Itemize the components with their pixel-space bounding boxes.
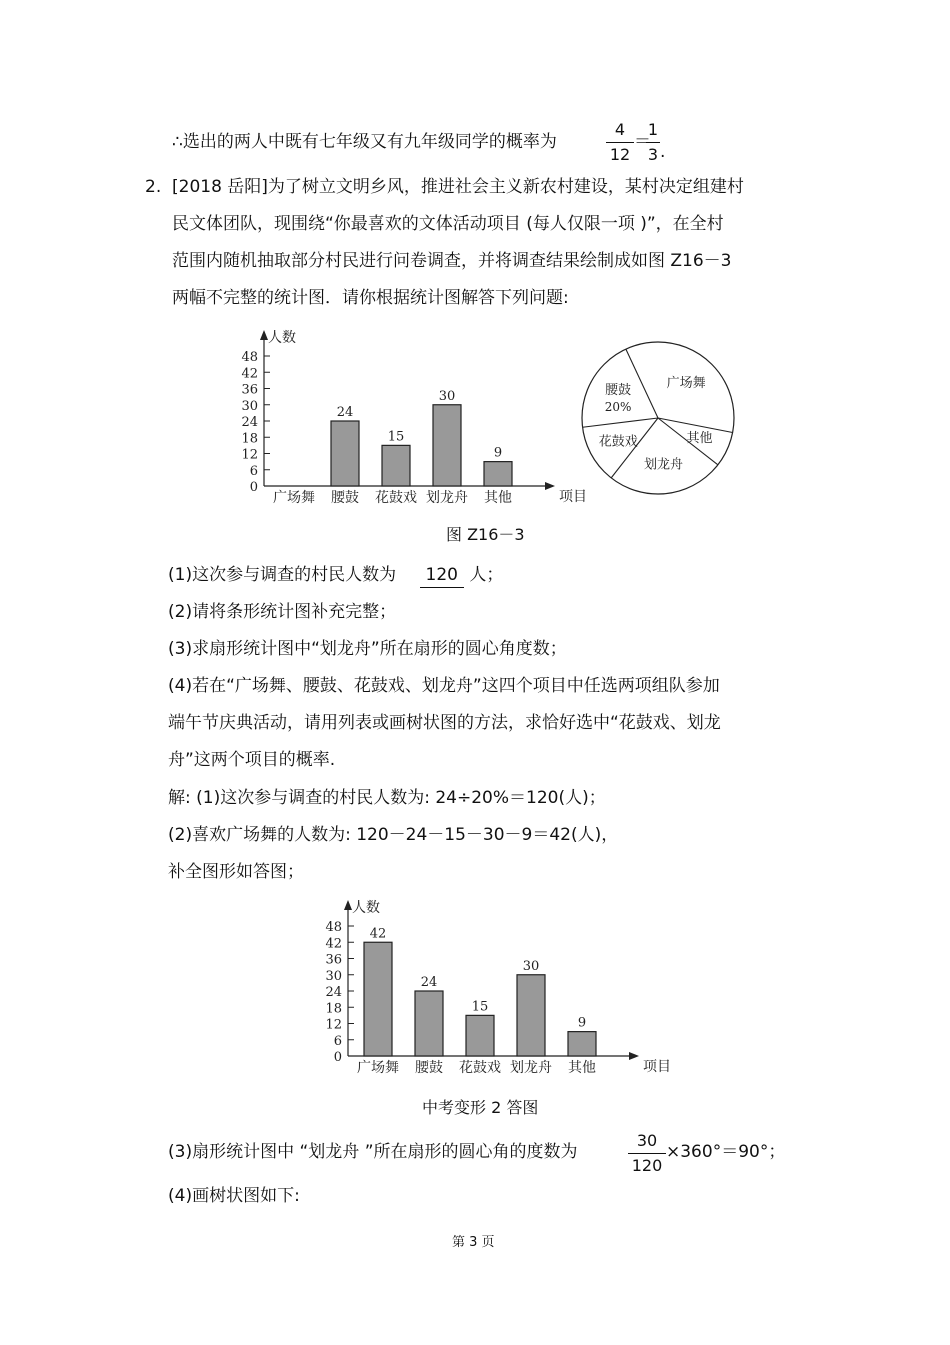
y-tick-label: 6 xyxy=(333,1033,342,1049)
incomplete-bar-chart xyxy=(222,328,587,508)
y-axis-arrow-icon xyxy=(260,330,268,340)
bar xyxy=(517,975,545,1056)
category-label: 划龙舟 xyxy=(510,1060,552,1076)
figure1-caption: 图 Z16－3 xyxy=(446,525,525,544)
pie-slice-percent: 20% xyxy=(604,399,632,414)
bar-data-label: 24 xyxy=(336,405,354,420)
bar xyxy=(331,421,359,486)
question-4-line-1: (4)若在“广场舞、腰鼓、花鼓戏、划龙舟”这四个项目中任选两项组队参加 xyxy=(168,676,720,696)
question-4-line-2: 端午节庆典活动，请用列表或画树状图的方法，求恰好选中“花鼓戏、划龙 xyxy=(168,713,721,733)
question-2: (2)请将条形统计图补充完整； xyxy=(168,602,397,622)
solution-4: (4)画树状图如下: xyxy=(168,1186,300,1206)
problem-line-3: 范围内随机抽取部分村民进行问卷调查，并将调查结果绘制成如图 Z16－3 xyxy=(172,251,732,271)
y-tick-label: 18 xyxy=(325,1001,342,1017)
bar-data-label: 24 xyxy=(420,975,438,990)
problem-number: 2. xyxy=(145,177,162,197)
x-axis-arrow-icon xyxy=(629,1052,639,1060)
x-axis-label: 项目 xyxy=(559,489,587,505)
category-label: 划龙舟 xyxy=(426,490,468,506)
question-4-line-3: 舟”这两个项目的概率. xyxy=(168,750,336,770)
question-3: (3)求扇形统计图中“划龙舟”所在扇形的圆心角度数； xyxy=(168,639,567,659)
figure2-caption: 中考变形 2 答图 xyxy=(422,1098,539,1117)
pie-slice-label: 其他 xyxy=(686,430,713,446)
pie-slice-label: 花鼓戏 xyxy=(598,434,638,450)
solution-3: (3)扇形统计图中 “划龙舟 ”所在扇形的圆心角的度数为 xyxy=(168,1142,578,1162)
prev-period: . xyxy=(660,142,666,162)
pie-slice-label: 腰鼓 xyxy=(605,382,632,398)
y-tick-label: 36 xyxy=(241,382,258,398)
y-tick-label: 30 xyxy=(325,968,342,984)
bar xyxy=(382,445,410,486)
pie-slice-label: 广场舞 xyxy=(666,376,706,392)
y-tick-label: 0 xyxy=(249,480,258,495)
y-tick-label: 0 xyxy=(333,1050,342,1065)
y-tick-label: 48 xyxy=(241,350,258,365)
bar-data-label: 9 xyxy=(493,445,503,461)
category-label: 花鼓戏 xyxy=(375,490,417,506)
category-label: 花鼓戏 xyxy=(459,1060,501,1076)
category-label: 其他 xyxy=(484,490,512,506)
category-label: 广场舞 xyxy=(357,1060,399,1076)
y-tick-label: 48 xyxy=(325,920,342,935)
problem-line-4: 两幅不完整的统计图．请你根据统计图解答下列问题: xyxy=(172,288,569,308)
y-tick-label: 12 xyxy=(325,1017,342,1033)
y-axis-label: 人数 xyxy=(268,330,296,346)
solution-2: (2)喜欢广场舞的人数为: 120－24－15－30－9＝42(人)， xyxy=(168,825,619,845)
category-label: 广场舞 xyxy=(273,490,315,506)
pie-chart xyxy=(578,338,738,498)
bar-data-label: 15 xyxy=(387,429,405,445)
bar-data-label: 15 xyxy=(471,999,489,1015)
completed-bar-chart xyxy=(306,898,671,1083)
question-1: (1)这次参与调查的村民人数为 120 人； xyxy=(168,563,503,588)
y-tick-label: 42 xyxy=(325,936,342,952)
bar xyxy=(484,462,512,486)
prev-fraction-4-12: 4 12 xyxy=(606,120,634,165)
prev-conclusion-text: ∴选出的两人中既有七年级又有九年级同学的概率为 xyxy=(172,132,557,152)
y-tick-label: 24 xyxy=(241,415,258,430)
y-tick-label: 24 xyxy=(325,985,342,1000)
y-tick-label: 18 xyxy=(241,431,258,447)
bar xyxy=(433,405,461,486)
problem-line-2: 民文体团队，现围绕“你最喜欢的文体活动项目 (每人仅限一项 )”，在全村 xyxy=(172,214,724,234)
bar xyxy=(466,1015,494,1056)
category-label: 腰鼓 xyxy=(331,490,359,506)
problem-line-1: [2018 岳阳]为了树立文明乡风，推进社会主义新农村建设，某村决定组建村 xyxy=(172,177,744,197)
solution-3-fraction: 30 120 xyxy=(628,1131,666,1176)
y-axis-label: 人数 xyxy=(352,900,380,916)
category-label: 其他 xyxy=(568,1060,596,1076)
x-axis-arrow-icon xyxy=(545,482,555,490)
y-axis-arrow-icon xyxy=(344,900,352,910)
solution-2b: 补全图形如答图； xyxy=(168,862,304,882)
bar-data-label: 30 xyxy=(522,958,540,974)
y-tick-label: 12 xyxy=(241,447,258,463)
x-axis-label: 项目 xyxy=(643,1059,671,1075)
bar xyxy=(364,942,392,1056)
y-tick-label: 30 xyxy=(241,398,258,414)
y-tick-label: 6 xyxy=(249,463,258,479)
y-tick-label: 36 xyxy=(325,952,342,968)
bar xyxy=(415,991,443,1056)
y-tick-label: 42 xyxy=(241,366,258,382)
bar-data-label: 42 xyxy=(369,926,387,942)
category-label: 腰鼓 xyxy=(415,1060,443,1076)
prev-fraction-1-3: 1 3 xyxy=(647,120,659,164)
page-footer: 第 3 页 xyxy=(452,1235,495,1250)
prev-equals: ＝ xyxy=(634,132,651,152)
bar xyxy=(568,1032,596,1056)
solution-1: 解: (1)这次参与调查的村民人数为: 24÷20%＝120(人)； xyxy=(168,788,606,808)
bar-data-label: 9 xyxy=(577,1015,587,1031)
question-1-answer: 120 xyxy=(420,563,464,588)
bar-data-label: 30 xyxy=(438,388,456,404)
solution-3-suffix: ×360°＝90°； xyxy=(666,1142,786,1162)
pie-slice-label: 划龙舟 xyxy=(644,457,684,473)
